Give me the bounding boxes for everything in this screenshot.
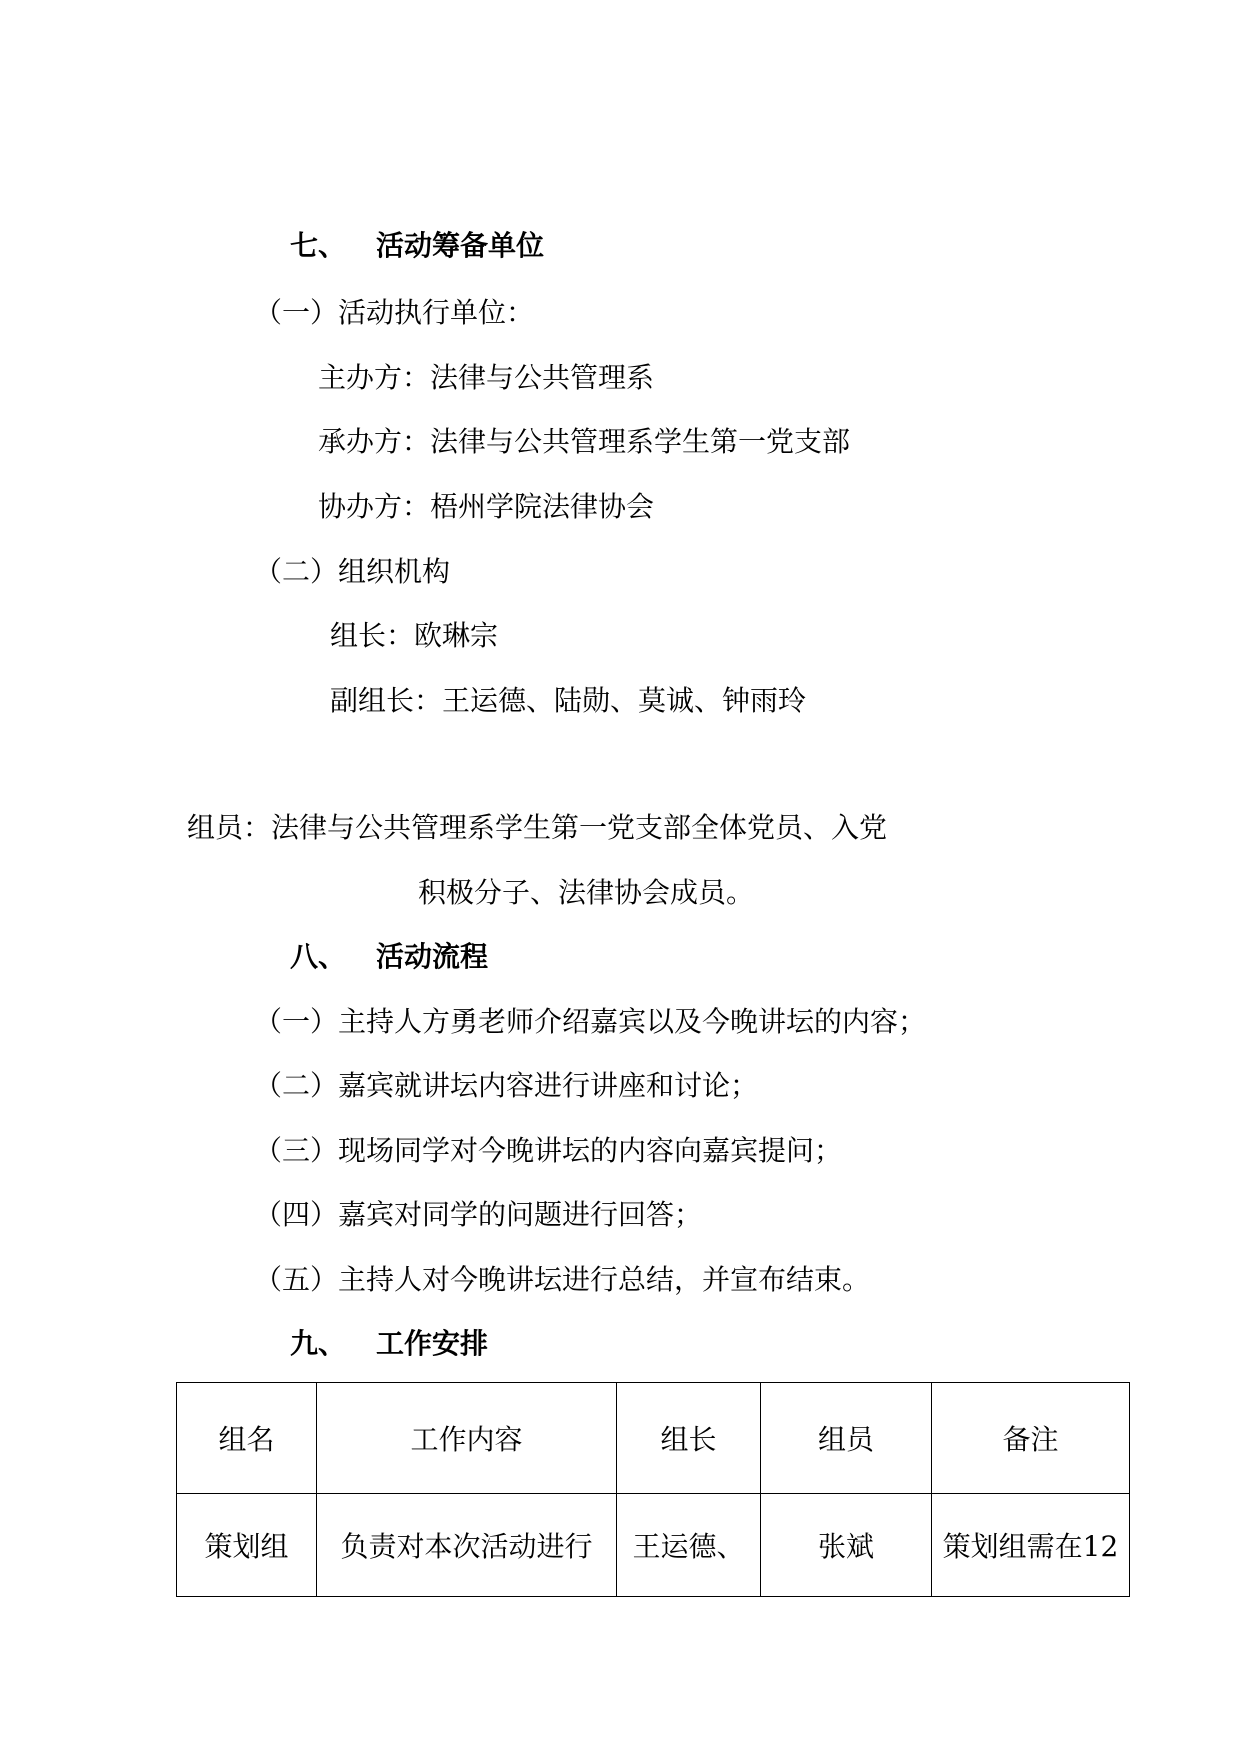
table-cell: 策划组 bbox=[177, 1494, 317, 1597]
process-step-2: （二）嘉宾就讲坛内容进行讲座和讨论； bbox=[254, 1069, 759, 1102]
deputy-leader-line: 副组长：王运德、陆勋、莫诚、钟雨玲 bbox=[330, 684, 807, 717]
subsection-organization: （二）组织机构 bbox=[254, 555, 451, 588]
section-9-heading bbox=[290, 1326, 488, 1362]
section-7-number: 七、 bbox=[290, 229, 347, 262]
section-8-number: 八、 bbox=[290, 940, 347, 973]
work-arrangement-table bbox=[176, 1382, 1130, 1597]
table-header-row bbox=[177, 1383, 1130, 1494]
table-cell: 王运德、 bbox=[617, 1494, 761, 1597]
leader-line: 组长：欧琳宗 bbox=[330, 619, 499, 652]
table-cell: 策划组需在12 bbox=[932, 1494, 1130, 1597]
table-header-cell: 工作内容 bbox=[317, 1383, 617, 1494]
subsection-execution-units: （一）活动执行单位： bbox=[254, 296, 535, 329]
table-cell: 张斌 bbox=[761, 1494, 932, 1597]
section-8-heading bbox=[290, 939, 488, 975]
section-9-number: 九、 bbox=[290, 1327, 347, 1360]
table-header-cell: 组长 bbox=[617, 1383, 761, 1494]
process-step-5: （五）主持人对今晚讲坛进行总结，并宣布结束。 bbox=[254, 1263, 871, 1296]
table-header-cell: 备注 bbox=[932, 1383, 1130, 1494]
table-header-cell: 组员 bbox=[761, 1383, 932, 1494]
section-7-heading bbox=[290, 228, 544, 264]
process-step-4: （四）嘉宾对同学的问题进行回答； bbox=[254, 1198, 703, 1231]
table-row bbox=[177, 1494, 1130, 1597]
process-step-1: （一）主持人方勇老师介绍嘉宾以及今晚讲坛的内容； bbox=[254, 1005, 927, 1038]
members-line-1: 组员：法律与公共管理系学生第一党支部全体党员、入党 bbox=[187, 811, 888, 844]
section-7-title: 活动筹备单位 bbox=[376, 229, 545, 262]
table-cell: 负责对本次活动进行 bbox=[317, 1494, 617, 1597]
process-step-3: （三）现场同学对今晚讲坛的内容向嘉宾提问； bbox=[254, 1134, 843, 1167]
co-organizer-line: 协办方：梧州学院法律协会 bbox=[318, 490, 655, 523]
table-header-cell: 组名 bbox=[177, 1383, 317, 1494]
members-line-2: 积极分子、法律协会成员。 bbox=[418, 876, 755, 909]
host-line: 主办方：法律与公共管理系 bbox=[318, 361, 655, 394]
section-9-title: 工作安排 bbox=[376, 1327, 489, 1360]
organizer-line: 承办方：法律与公共管理系学生第一党支部 bbox=[318, 425, 851, 458]
section-8-title: 活动流程 bbox=[376, 940, 489, 973]
